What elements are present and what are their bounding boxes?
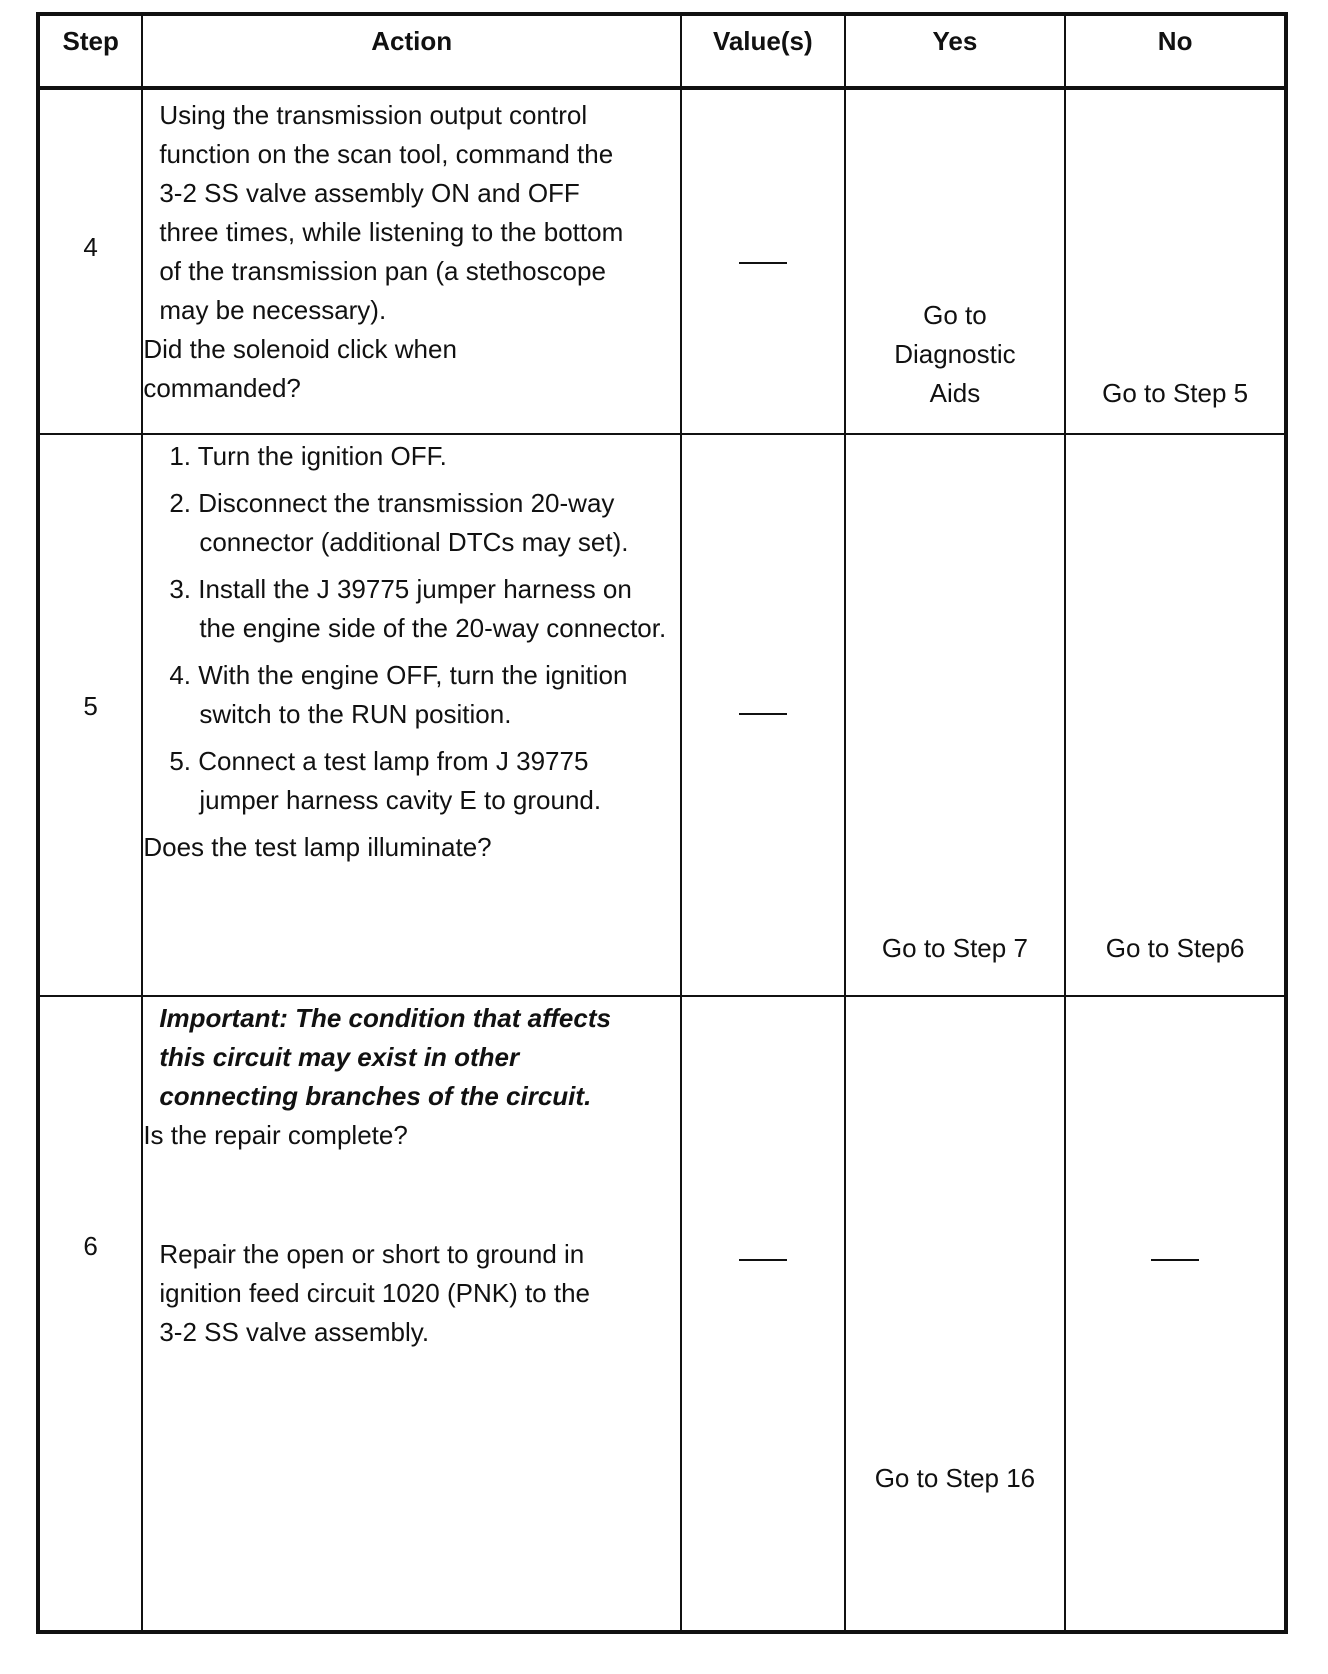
no-cell bbox=[1065, 434, 1286, 996]
action-cell bbox=[142, 434, 681, 996]
action-cell bbox=[142, 88, 681, 434]
action-steps bbox=[143, 435, 680, 820]
table-row-step-6 bbox=[38, 996, 1286, 1632]
table-row-step-5 bbox=[38, 434, 1286, 996]
repair-line: Repair the open or short to ground in bbox=[159, 1239, 585, 1269]
yes-outcome: Go to Step 16 bbox=[874, 1463, 1036, 1493]
table-row-step-4 bbox=[38, 88, 1286, 434]
no-outcome: Go to Step 5 bbox=[1102, 378, 1249, 408]
header-no: No bbox=[1065, 14, 1286, 88]
repair-text bbox=[159, 1235, 670, 1352]
value-dash bbox=[739, 262, 787, 264]
important-line: Important: The condition that affects bbox=[159, 1003, 611, 1033]
question-line: Did the solenoid click when bbox=[143, 334, 457, 364]
value-cell bbox=[681, 434, 845, 996]
no-cell bbox=[1065, 996, 1286, 1632]
yes-line: Go to bbox=[923, 300, 987, 330]
action-line: three times, while listening to the bottom bbox=[159, 217, 624, 247]
action-line: may be necessary). bbox=[159, 295, 387, 325]
repair-line: 3-2 SS valve assembly. bbox=[159, 1317, 430, 1347]
action-line: Using the transmission output control bbox=[159, 100, 588, 130]
step-cell bbox=[38, 88, 142, 434]
no-outcome: Go to Step6 bbox=[1105, 933, 1245, 963]
header-values: Value(s) bbox=[681, 14, 845, 88]
yes-outcome bbox=[846, 296, 1065, 413]
diagnostic-table-page bbox=[36, 12, 1288, 1634]
important-line: connecting branches of the circuit. bbox=[159, 1081, 592, 1111]
list-item: 1. Turn the ignition OFF. bbox=[169, 441, 447, 471]
list-item: 3. Install the J 39775 jumper harness on the engine side of the 20-way connector. bbox=[169, 574, 667, 643]
question-line: commanded? bbox=[143, 373, 301, 403]
yes-cell bbox=[845, 88, 1066, 434]
step-number: 4 bbox=[83, 232, 98, 262]
question-text: Is the repair complete? bbox=[143, 1120, 408, 1150]
header-step: Step bbox=[38, 14, 142, 88]
important-note bbox=[143, 997, 680, 1116]
header-yes: Yes bbox=[845, 14, 1066, 88]
action-line: function on the scan tool, command the bbox=[159, 139, 614, 169]
header-action: Action bbox=[142, 14, 681, 88]
no-cell bbox=[1065, 88, 1286, 434]
step-number: 6 bbox=[83, 1231, 98, 1261]
yes-line: Diagnostic bbox=[894, 339, 1016, 369]
action-text bbox=[143, 90, 680, 330]
list-item: 5. Connect a test lamp from J 39775 jumper harness cavity E to ground. bbox=[169, 746, 602, 815]
action-line: 3-2 SS valve assembly ON and OFF bbox=[159, 178, 580, 208]
yes-line: Aids bbox=[929, 378, 981, 408]
question-text: Does the test lamp illuminate? bbox=[143, 832, 492, 862]
repair-line: ignition feed circuit 1020 (PNK) to the bbox=[159, 1278, 591, 1308]
value-cell bbox=[681, 88, 845, 434]
value-cell bbox=[681, 996, 845, 1632]
table-header-row bbox=[38, 14, 1286, 88]
list-item: 2. Disconnect the transmission 20-way connector (additional DTCs may set). bbox=[169, 488, 629, 557]
important-line: this circuit may exist in other bbox=[159, 1042, 520, 1072]
yes-outcome: Go to Step 7 bbox=[881, 933, 1028, 963]
action-line: of the transmission pan (a stethoscope bbox=[159, 256, 606, 286]
step-cell bbox=[38, 434, 142, 996]
no-dash bbox=[1151, 1259, 1199, 1261]
yes-cell bbox=[845, 996, 1066, 1632]
question-text bbox=[143, 330, 680, 408]
diagnostic-table bbox=[36, 12, 1288, 1634]
step-number: 5 bbox=[83, 691, 98, 721]
yes-cell bbox=[845, 434, 1066, 996]
list-item: 4. With the engine OFF, turn the ignition switch to the RUN position. bbox=[169, 660, 628, 729]
step-cell bbox=[38, 996, 142, 1632]
action-cell bbox=[142, 996, 681, 1632]
value-dash bbox=[739, 1259, 787, 1261]
value-dash bbox=[739, 713, 787, 715]
